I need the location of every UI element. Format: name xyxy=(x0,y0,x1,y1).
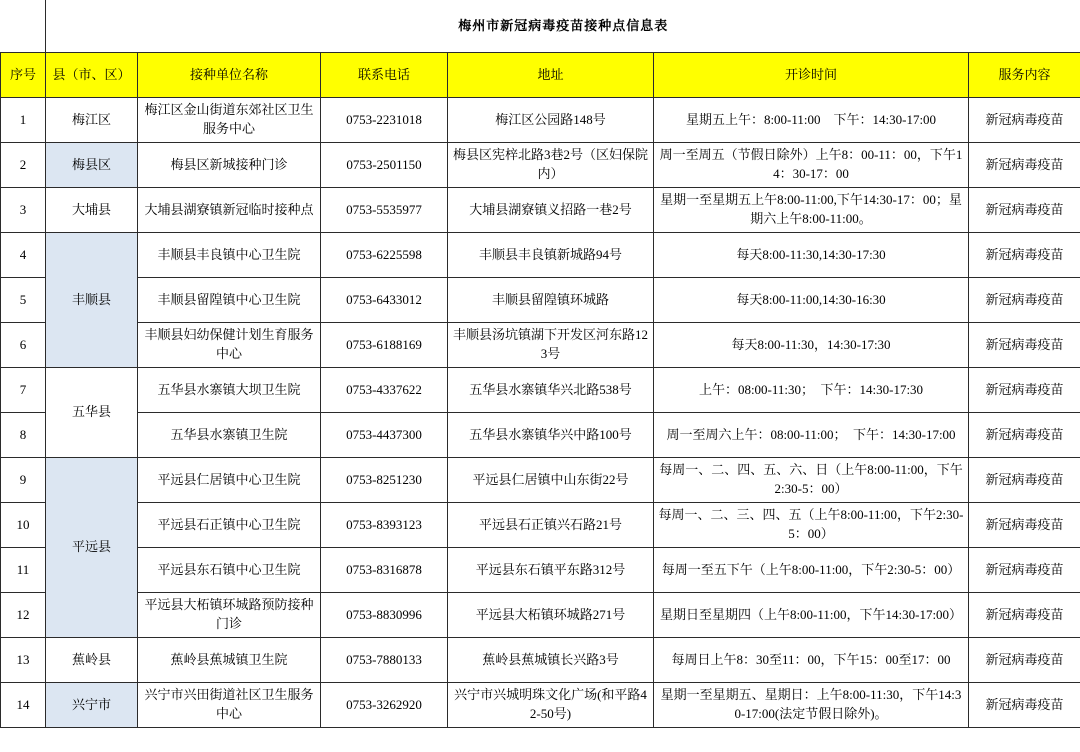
address-cell: 平远县仁居镇中山东街22号 xyxy=(448,458,654,503)
hours-cell: 周一至周五（节假日除外）上午8：00-11：00，下午14：30-17：00 xyxy=(654,143,969,188)
address-cell: 五华县水寨镇华兴中路100号 xyxy=(448,413,654,458)
county-cell: 丰顺县 xyxy=(46,233,138,368)
column-header-no: 序号 xyxy=(1,53,46,98)
phone-cell: 0753-7880133 xyxy=(321,638,448,683)
address-cell: 梅县区宪梓北路3巷2号（区妇保院内） xyxy=(448,143,654,188)
service-cell: 新冠病毒疫苗 xyxy=(969,503,1080,548)
row-number-cell: 7 xyxy=(1,368,46,413)
phone-cell: 0753-5535977 xyxy=(321,188,448,233)
table-row xyxy=(1,188,1080,233)
service-cell: 新冠病毒疫苗 xyxy=(969,98,1080,143)
service-cell: 新冠病毒疫苗 xyxy=(969,188,1080,233)
row-number-cell: 14 xyxy=(1,683,46,728)
hours-cell: 每天8:00-11:00,14:30-16:30 xyxy=(654,278,969,323)
row-number-cell: 9 xyxy=(1,458,46,503)
row-number-cell: 11 xyxy=(1,548,46,593)
phone-cell: 0753-8316878 xyxy=(321,548,448,593)
hours-cell: 星期一至星期五、星期日：上午8:00-11:30，下午14:30-17:00(法定节假日除外)。 xyxy=(654,683,969,728)
row-number-cell: 8 xyxy=(1,413,46,458)
address-cell: 平远县东石镇平东路312号 xyxy=(448,548,654,593)
row-number-cell: 5 xyxy=(1,278,46,323)
phone-cell: 0753-8393123 xyxy=(321,503,448,548)
phone-cell: 0753-6225598 xyxy=(321,233,448,278)
address-cell: 丰顺县丰良镇新城路94号 xyxy=(448,233,654,278)
service-cell: 新冠病毒疫苗 xyxy=(969,278,1080,323)
row-number-cell: 1 xyxy=(1,98,46,143)
hours-cell: 周一至周六上午：08:00-11:00； 下午：14:30-17:00 xyxy=(654,413,969,458)
row-number-cell: 4 xyxy=(1,233,46,278)
unit-name-cell: 兴宁市兴田街道社区卫生服务中心 xyxy=(138,683,321,728)
address-cell: 平远县大柘镇环城路271号 xyxy=(448,593,654,638)
phone-cell: 0753-2231018 xyxy=(321,98,448,143)
address-cell: 丰顺县留隍镇环城路 xyxy=(448,278,654,323)
hours-cell: 每周一、二、三、四、五（上午8:00-11:00，下午2:30-5：00） xyxy=(654,503,969,548)
address-cell: 梅江区公园路148号 xyxy=(448,98,654,143)
phone-cell: 0753-6433012 xyxy=(321,278,448,323)
phone-cell: 0753-2501150 xyxy=(321,143,448,188)
address-cell: 蕉岭县蕉城镇长兴路3号 xyxy=(448,638,654,683)
table-row xyxy=(1,503,1080,548)
county-cell: 平远县 xyxy=(46,458,138,638)
unit-name-cell: 平远县大柘镇环城路预防接种门诊 xyxy=(138,593,321,638)
row-number-cell: 3 xyxy=(1,188,46,233)
unit-name-cell: 五华县水寨镇大坝卫生院 xyxy=(138,368,321,413)
table-body xyxy=(1,98,1080,728)
county-cell: 五华县 xyxy=(46,368,138,458)
unit-name-cell: 平远县石正镇中心卫生院 xyxy=(138,503,321,548)
table-row xyxy=(1,638,1080,683)
row-number-cell: 13 xyxy=(1,638,46,683)
county-cell: 梅江区 xyxy=(46,98,138,143)
table-row xyxy=(1,413,1080,458)
unit-name-cell: 平远县东石镇中心卫生院 xyxy=(138,548,321,593)
page-title: 梅州市新冠病毒疫苗接种点信息表 xyxy=(458,17,669,33)
address-cell: 大埔县湖寮镇义招路一巷2号 xyxy=(448,188,654,233)
address-cell: 兴宁市兴城明珠文化广场(和平路42-50号) xyxy=(448,683,654,728)
table-row xyxy=(1,143,1080,188)
hours-cell: 每周一至五下午（上午8:00-11:00，下午2:30-5：00） xyxy=(654,548,969,593)
service-cell: 新冠病毒疫苗 xyxy=(969,323,1080,368)
unit-name-cell: 大埔县湖寮镇新冠临时接种点 xyxy=(138,188,321,233)
service-cell: 新冠病毒疫苗 xyxy=(969,638,1080,683)
phone-cell: 0753-8251230 xyxy=(321,458,448,503)
table-row xyxy=(1,278,1080,323)
unit-name-cell: 梅县区新城接种门诊 xyxy=(138,143,321,188)
column-header-unit: 接种单位名称 xyxy=(138,53,321,98)
unit-name-cell: 梅江区金山街道东郊社区卫生服务中心 xyxy=(138,98,321,143)
table-row xyxy=(1,323,1080,368)
column-header-address: 地址 xyxy=(448,53,654,98)
row-number-cell: 2 xyxy=(1,143,46,188)
phone-cell: 0753-4337622 xyxy=(321,368,448,413)
hours-cell: 星期五上午：8:00-11:00 下午：14:30-17:00 xyxy=(654,98,969,143)
service-cell: 新冠病毒疫苗 xyxy=(969,683,1080,728)
phone-cell: 0753-6188169 xyxy=(321,323,448,368)
table-row xyxy=(1,233,1080,278)
table-row xyxy=(1,98,1080,143)
service-cell: 新冠病毒疫苗 xyxy=(969,143,1080,188)
hours-cell: 星期一至星期五上午8:00-11:00,下午14:30-17：00；星期六上午8:00-11:00。 xyxy=(654,188,969,233)
title-row xyxy=(1,0,1080,53)
service-cell: 新冠病毒疫苗 xyxy=(969,458,1080,503)
service-cell: 新冠病毒疫苗 xyxy=(969,593,1080,638)
row-number-cell: 12 xyxy=(1,593,46,638)
unit-name-cell: 蕉岭县蕉城镇卫生院 xyxy=(138,638,321,683)
county-cell: 大埔县 xyxy=(46,188,138,233)
unit-name-cell: 平远县仁居镇中心卫生院 xyxy=(138,458,321,503)
hours-cell: 每周日上午8：30至11：00，下午15：00至17：00 xyxy=(654,638,969,683)
table-row xyxy=(1,683,1080,728)
service-cell: 新冠病毒疫苗 xyxy=(969,548,1080,593)
hours-cell: 每天8:00-11:30,14:30-17:30 xyxy=(654,233,969,278)
hours-cell: 上午：08:00-11:30； 下午：14:30-17:30 xyxy=(654,368,969,413)
column-header-phone: 联系电话 xyxy=(321,53,448,98)
service-cell: 新冠病毒疫苗 xyxy=(969,233,1080,278)
row-number-cell: 6 xyxy=(1,323,46,368)
service-cell: 新冠病毒疫苗 xyxy=(969,413,1080,458)
hours-cell: 星期日至星期四（上午8:00-11:00，下午14:30-17:00） xyxy=(654,593,969,638)
table-row xyxy=(1,368,1080,413)
phone-cell: 0753-4437300 xyxy=(321,413,448,458)
column-header-county: 县（市、区） xyxy=(46,53,138,98)
service-cell: 新冠病毒疫苗 xyxy=(969,368,1080,413)
hours-cell: 每周一、二、四、五、六、日（上午8:00-11:00，下午2:30-5：00） xyxy=(654,458,969,503)
county-cell: 蕉岭县 xyxy=(46,638,138,683)
unit-name-cell: 丰顺县丰良镇中心卫生院 xyxy=(138,233,321,278)
header-row xyxy=(1,53,1080,98)
column-header-hours: 开诊时间 xyxy=(654,53,969,98)
table-row xyxy=(1,548,1080,593)
title-corner-cell xyxy=(1,0,46,53)
column-header-service: 服务内容 xyxy=(969,53,1080,98)
table-row xyxy=(1,458,1080,503)
row-number-cell: 10 xyxy=(1,503,46,548)
phone-cell: 0753-3262920 xyxy=(321,683,448,728)
unit-name-cell: 丰顺县留隍镇中心卫生院 xyxy=(138,278,321,323)
phone-cell: 0753-8830996 xyxy=(321,593,448,638)
county-cell: 梅县区 xyxy=(46,143,138,188)
address-cell: 五华县水寨镇华兴北路538号 xyxy=(448,368,654,413)
unit-name-cell: 丰顺县妇幼保健计划生育服务中心 xyxy=(138,323,321,368)
county-cell: 兴宁市 xyxy=(46,683,138,728)
unit-name-cell: 五华县水寨镇卫生院 xyxy=(138,413,321,458)
table-row xyxy=(1,593,1080,638)
address-cell: 平远县石正镇兴石路21号 xyxy=(448,503,654,548)
hours-cell: 每天8:00-11:30，14:30-17:30 xyxy=(654,323,969,368)
address-cell: 丰顺县汤坑镇湖下开发区河东路123号 xyxy=(448,323,654,368)
